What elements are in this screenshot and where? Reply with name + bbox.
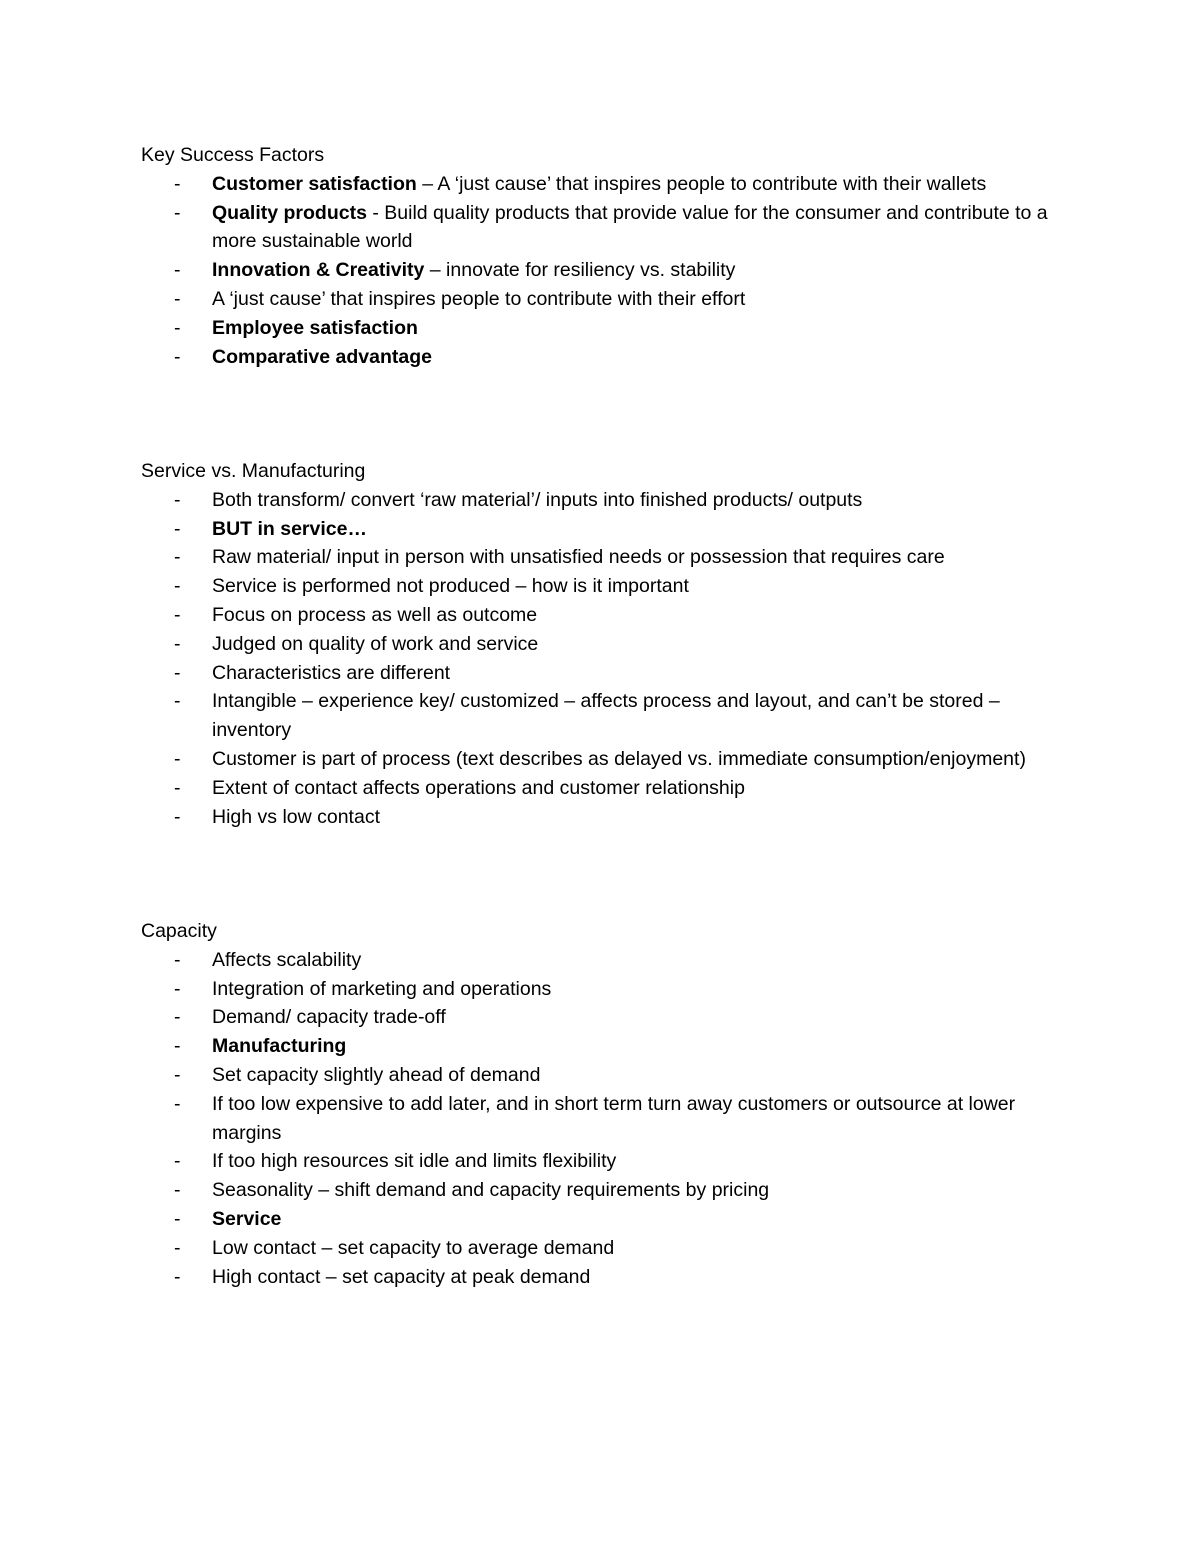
list-item: - Manufacturing xyxy=(174,1035,347,1058)
item-text: High vs low contact xyxy=(212,805,380,828)
item-text: If too high resources sit idle and limits flexibility xyxy=(212,1150,617,1173)
item-lead: BUT in service… xyxy=(212,517,367,540)
list-item: - Intangible – experience key/ customized – affects process and layout, and can’t be stored – inventory xyxy=(174,690,1000,742)
item-text: – A ‘just cause’ that inspires people to contribute with their wallets xyxy=(416,172,987,195)
list-item: - Customer satisfaction – A ‘just cause’ that inspires people to contribute with their wallets xyxy=(174,172,987,195)
list-item: - Customer is part of process (text describes as delayed vs. immediate consumption/enjoyment) xyxy=(174,747,1026,770)
list-item: - Innovation & Creativity – innovate for resiliency vs. stability xyxy=(174,259,736,282)
item-lead: Customer satisfaction xyxy=(212,172,417,195)
list-item: - Employee satisfaction xyxy=(174,316,418,339)
list-item: - High vs low contact xyxy=(174,805,380,828)
item-text: Seasonality – shift demand and capacity requirements by pricing xyxy=(212,1179,770,1202)
section-heading: Key Success Factors xyxy=(141,144,325,166)
item-text: Set capacity slightly ahead of demand xyxy=(212,1063,541,1086)
item-text: Integration of marketing and operations xyxy=(212,977,552,1000)
section-capacity xyxy=(141,917,1081,1291)
list-item: - A ‘just cause’ that inspires people to contribute with their effort xyxy=(174,287,746,310)
item-lead: Service xyxy=(212,1207,282,1230)
list-item: - Focus on process as well as outcome xyxy=(174,603,538,626)
list-item: - Quality products - Build quality products that provide value for the consumer and contribute to a more sustainable world xyxy=(174,201,1048,253)
item-text: Intangible – experience key/ customized – affects process and layout, and can’t be stored – inventory xyxy=(212,690,1000,742)
list-item: - If too high resources sit idle and limits flexibility xyxy=(174,1150,617,1173)
item-text: Judged on quality of work and service xyxy=(212,632,539,655)
list-item: - Both transform/ convert ‘raw material’/ inputs into finished products/ outputs xyxy=(174,488,863,511)
item-lead: Quality products xyxy=(212,201,367,224)
item-text: Service is performed not produced – how is it important xyxy=(212,575,689,598)
list-item: - Judged on quality of work and service xyxy=(174,632,539,655)
list-item: - Integration of marketing and operations xyxy=(174,977,552,1000)
item-text: High contact – set capacity at peak demand xyxy=(212,1265,591,1288)
item-lead: Manufacturing xyxy=(212,1035,347,1058)
item-text: Demand/ capacity trade-off xyxy=(212,1006,446,1029)
list-item: - Seasonality – shift demand and capacity requirements by pricing xyxy=(174,1179,770,1202)
item-text: If too low expensive to add later, and in short term turn away customers or outsource at lower margins xyxy=(212,1092,1016,1144)
list-item: - High contact – set capacity at peak demand xyxy=(174,1265,591,1288)
list-item: - Low contact – set capacity to average demand xyxy=(174,1236,615,1259)
item-text: – innovate for resiliency vs. stability xyxy=(424,259,736,282)
item-text: Affects scalability xyxy=(212,948,362,971)
list-item: - Affects scalability xyxy=(174,948,362,971)
section-heading: Capacity xyxy=(141,920,217,942)
item-text: Focus on process as well as outcome xyxy=(212,603,538,626)
item-text: Both transform/ convert ‘raw material’/ inputs into finished products/ outputs xyxy=(212,488,863,511)
item-lead: Comparative advantage xyxy=(212,345,432,368)
item-text: Characteristics are different xyxy=(212,661,451,684)
list-item: - Extent of contact affects operations and customer relationship xyxy=(174,776,745,799)
list-item: - Service is performed not produced – how is it important xyxy=(174,575,689,598)
list-item: - BUT in service… xyxy=(174,517,367,540)
list-item: - Set capacity slightly ahead of demand xyxy=(174,1063,541,1086)
bullet-list xyxy=(141,946,1081,1292)
item-text: Low contact – set capacity to average demand xyxy=(212,1236,615,1259)
item-text: A ‘just cause’ that inspires people to contribute with their effort xyxy=(212,287,746,310)
list-item: - Characteristics are different xyxy=(174,661,451,684)
list-item: - If too low expensive to add later, and in short term turn away customers or outsource at lower margins xyxy=(174,1092,1016,1144)
section-service-vs-manufacturing xyxy=(141,457,1081,831)
list-item: - Demand/ capacity trade-off xyxy=(174,1006,446,1029)
item-text: - Build quality products that provide value for the consumer and contribute to a more sustainable world xyxy=(212,201,1048,253)
section-key-success-factors xyxy=(141,141,1081,371)
item-text: Extent of contact affects operations and customer relationship xyxy=(212,776,745,799)
list-item: - Raw material/ input in person with unsatisfied needs or possession that requires care xyxy=(174,546,945,569)
bullet-list xyxy=(141,170,1081,372)
bullet-list xyxy=(141,486,1081,832)
item-text: Raw material/ input in person with unsatisfied needs or possession that requires care xyxy=(212,546,945,569)
item-lead: Employee satisfaction xyxy=(212,316,418,339)
list-item: - Comparative advantage xyxy=(174,345,432,368)
item-text: Customer is part of process (text describes as delayed vs. immediate consumption/enjoyment) xyxy=(212,747,1026,770)
section-heading: Service vs. Manufacturing xyxy=(141,460,366,482)
list-item: - Service xyxy=(174,1207,282,1230)
item-lead: Innovation & Creativity xyxy=(212,259,425,282)
